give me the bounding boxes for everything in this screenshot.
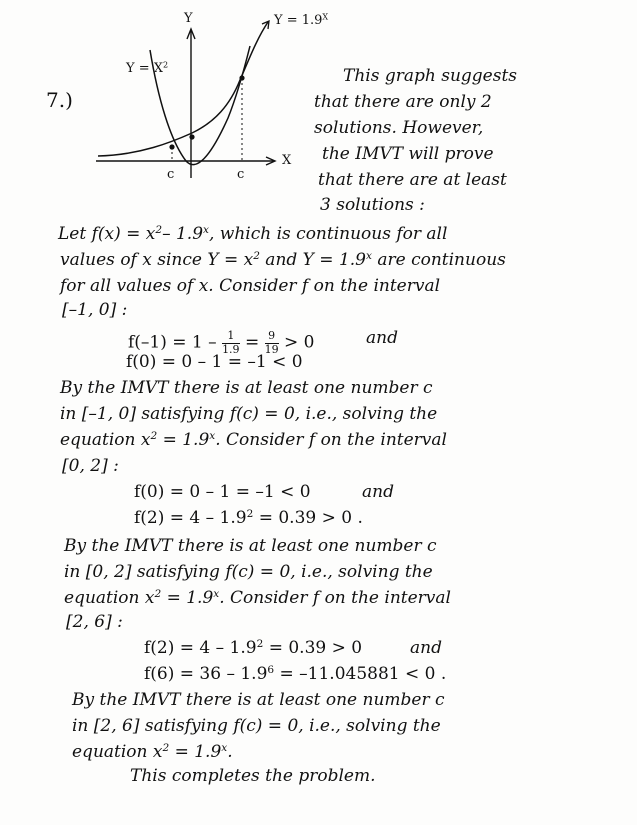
intro-line-5: that there are at least [318, 170, 507, 190]
x-axis-label: X [282, 153, 292, 168]
intro-line-1: This graph suggests [343, 66, 518, 86]
imvt-line-2c: equation $x^2 = 1.9^x$. Consider f on the interval [64, 588, 451, 608]
intro-line-4: the IMVT will prove [322, 144, 494, 164]
parabola-curve-label: $Y = X^2$ [126, 60, 169, 76]
intro-line-6: 3 solutions : [320, 195, 425, 215]
f-of-0-equation-b: f(0) = 0 – 1 = –1 < 0 [134, 482, 311, 502]
and-label-3: and [410, 638, 442, 658]
exponential-curve-label: $Y = 1.9^X$ [274, 12, 329, 28]
intro-line-2: that there are only 2 [314, 92, 492, 112]
imvt-line-3a: By the IMVT there is at least one number c [72, 690, 445, 710]
imvt-line-2a: By the IMVT there is at least one number c [64, 536, 437, 556]
interval-3-label: [2, 6] : [66, 612, 123, 632]
interval-1-label: [–1, 0] : [62, 300, 128, 320]
interval-2-label: [0, 2] : [62, 456, 119, 476]
definition-line: Let $f(x) = x^2-$ 1.9$^x$, which is continuous for all [58, 224, 448, 244]
f-of-2-equation-b: $f(2) = 4 - 1.9^2 = 0.39 > 0$ [144, 638, 363, 658]
closing-line: This completes the problem. [130, 766, 376, 786]
imvt-line-1c: equation $x^2 = 1.9^x$. Consider f on the interval [60, 430, 447, 450]
and-label-2: and [362, 482, 394, 502]
imvt-line-2b: in [0, 2] satisfying f(c) = 0, i.e., solving the [64, 562, 433, 582]
f-of-0-equation-a: f(0) = 0 – 1 = –1 < 0 [126, 352, 303, 372]
imvt-line-1a: By the IMVT there is at least one number c [60, 378, 433, 398]
f-of-2-equation-a: $f(2) = 4 - 1.9^2 = 0.39 > 0$ . [134, 508, 363, 528]
imvt-line-3b: in [2, 6] satisfying f(c) = 0, i.e., solving the [72, 716, 441, 736]
intro-line-3: solutions. However, [314, 118, 484, 138]
y-intercept-point [189, 134, 194, 139]
f-of-6-equation: $f(6) = 36 - 1.9^6 = -11.045881 < 0$ . [144, 664, 447, 684]
f-of-minus-1-equation: f(–1) = 1 – $\frac{1}{1.9}$ = $\frac{9}{19}$ > 0 [128, 329, 315, 356]
imvt-line-3c: equation $x^2 = 1.9^x$. [72, 742, 233, 762]
and-label-1: and [366, 328, 398, 348]
c-label-left: c [167, 167, 175, 182]
c-label-right: c [237, 167, 245, 182]
problem-number: 7.) [46, 88, 73, 112]
continuity-line: values of x since $Y = x^2$ and $Y = 1.9^x$ are continuous [60, 250, 506, 270]
y-axis-label: Y [184, 11, 193, 26]
imvt-line-1b: in [–1, 0] satisfying f(c) = 0, i.e., solving the [60, 404, 438, 424]
consider-line: for all values of x. Consider f on the interval [60, 276, 441, 296]
